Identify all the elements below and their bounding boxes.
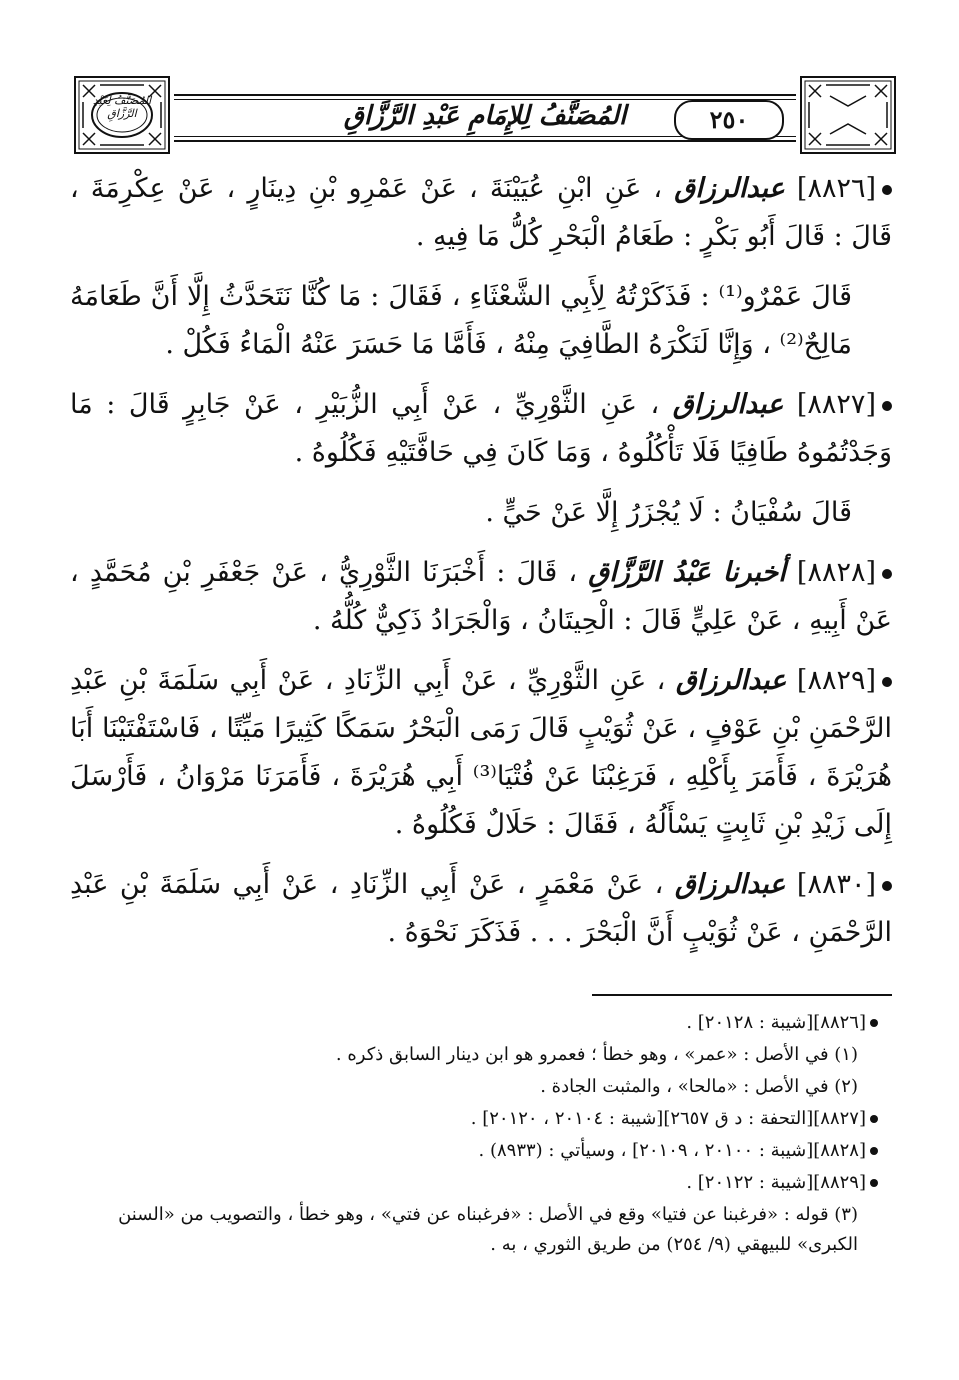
bullet-icon xyxy=(870,1179,878,1187)
footnote-text: [٨٨٢٦][شيبة : ٢٠١٢٨] . xyxy=(686,1012,866,1033)
footnote-8828 xyxy=(70,1136,878,1166)
footnote-text: [٨٨٢٩][شيبة : ٢٠١٢٢] . xyxy=(686,1172,866,1193)
hadith-text: ، قَالَ : أَخْبَرَنَا الثَّوْرِيُّ ، عَنْ جَعْفَرِ بْنِ مُحَمَّدٍ ، عَنْ أَبِيهِ ، عَنْ عَلِيٍّ قَالَ : الْحِيتَانُ ، وَالْجَرَادُ ذَكِيٌّ كُلُّهُ . xyxy=(70,557,892,636)
footnote-divider xyxy=(592,994,892,996)
bullet-icon xyxy=(882,401,892,411)
bullet-icon xyxy=(870,1115,878,1123)
hadith-text: ، عَنِ الثَّوْرِيِّ ، عَنْ أَبِي الزِّنَادِ ، عَنْ أَبِي سَلَمَةَ بْنِ عَبْدِ الرَّحْمَنِ بْنِ عَوْفٍ ، عَنْ ثُوَيْبٍ قَالَ رَمَى الْبَحْرُ سَمَكًا كَثِيرًا مَيِّتًا ، فَاسْتَفْتَيْنَا أَبَا هُرَيْرَةَ ، فَأَمَرَ بِأَكْلِهِ ، فَرَغِبْنَا عَنْ فُتْيَا⁽³⁾ أَبِي هُرَيْرَةَ ، فَأَمَرَنَا مَرْوَانُ ، فَأَرْسَلَ إِلَى زَيْدِ بْنِ ثَابِتٍ يَسْأَلُهُ ، فَقَالَ : حَلَالٌ فَكُلُوهُ . xyxy=(70,665,893,840)
hadith-8826 xyxy=(70,165,892,261)
narrator-name: عبدالرزاق xyxy=(674,173,785,204)
footnote-8829 xyxy=(70,1168,878,1198)
comment-amr: قَالَ عَمْرٌو⁽¹⁾ : فَذَكَرْتُهُ لِأَبِي الشَّعْثَاءِ ، فَقَالَ : مَا كُنَّا نَتَحَدَّثُ إِلَّا أَنَّ طَعَامَهُ مَالِحٌ⁽²⁾ ، وَإِنَّا لَنَكْرَهُ الطَّافِيَ مِنْهُ ، فَأَمَّا مَا حَسَرَ عَنْهُ الْمَاءُ فَكُلْ . xyxy=(70,281,852,360)
hadith-number: [٨٨٢٩] xyxy=(796,665,876,696)
hadith-8830 xyxy=(70,861,892,957)
footnote-2: (٢) في الأصل : «مالحا» ، والمثبت الجادة . xyxy=(540,1076,858,1097)
page-number: ٢٥٠ xyxy=(674,100,784,140)
bullet-icon xyxy=(882,881,892,891)
ornament-right-icon xyxy=(800,76,896,154)
page-header xyxy=(74,76,896,154)
hadith-text: ، عَنْ مَعْمَرٍ ، عَنْ أَبِي الزِّنَادِ ، عَنْ أَبِي سَلَمَةَ بْنِ عَبْدِ الرَّحْمَنِ ، عَنْ ثُوَيْبٍ أَنَّ الْبَحْرَ . . . فَذَكَرَ نَحْوَهُ . xyxy=(70,869,892,948)
bullet-icon xyxy=(882,185,892,195)
bullet-icon xyxy=(882,569,892,579)
hadith-number: [٨٨٢٧] xyxy=(796,389,876,420)
medallion-title: المُصَنَّفُ لِعَبْدِ الرَّزَّاقِ xyxy=(92,94,152,120)
hadith-text: ، عَنِ ابْنِ عُيَيْنَةَ ، عَنْ عَمْرِو بْنِ دِينَارٍ ، عَنْ عِكْرِمَةَ ، قَالَ : قَالَ أَبُو بَكْرٍ : طَعَامُ الْبَحْرِ كُلُّ مَا فِيهِ . xyxy=(70,173,892,252)
bullet-icon xyxy=(882,677,892,687)
hadith-text: ، عَنِ الثَّوْرِيِّ ، عَنْ أَبِي الزُّبَيْرِ ، عَنْ جَابِرٍ قَالَ : مَا وَجَدْتُمُوهُ طَافِيًا فَلَا تَأْكُلُوهُ ، وَمَا كَانَ فِي حَافَّتَيْهِ فَكُلُوهُ . xyxy=(70,389,892,468)
bullet-icon xyxy=(870,1019,878,1027)
footnote-text: [٨٨٢٨][شيبة : ٢٠١٠٠ ، ٢٠١٠٩] ، وسيأتي : (٨٩٣٣) . xyxy=(478,1140,866,1161)
footnote-8826 xyxy=(70,1008,878,1038)
hadith-8827 xyxy=(70,381,892,477)
hadith-8828 xyxy=(70,549,892,645)
footnote-8827 xyxy=(70,1104,878,1134)
narrator-name: عبدالرزاق xyxy=(675,665,787,696)
narrator-name: عبدالرزاق xyxy=(672,389,784,420)
narrator-name: عبدالرزاق xyxy=(674,869,786,900)
footnote-3: (٣) قوله : «فرغبنا عن فتيا» وقع في الأصل : «فرغبناه عن فتي» ، وهو خطأ ، والتصويب من «السنن الكبرى» للبيهقي (٩/ ٢٥٤) من طريق الثوري ، به . xyxy=(118,1204,858,1255)
bullet-icon xyxy=(870,1147,878,1155)
narrator-name: أخبرنا عَبْدُ الرَّزَّاقِ xyxy=(588,557,786,588)
footnote-text: [٨٨٢٧][التحفة : د ق ٢٦٥٧][شيبة : ٢٠١٠٤ ، ٢٠١٢٠] . xyxy=(470,1108,866,1129)
main-text xyxy=(70,165,892,969)
running-title: المُصَنَّفُ لِلإِمَامِ عَبْدِ الرَّزَّاقِ xyxy=(343,101,627,131)
hadith-number: [٨٨٣٠] xyxy=(796,869,876,900)
comment-sufyan: قَالَ سُفْيَانُ : لَا يُجْزَرُ إِلَّا عَنْ حَيٍّ . xyxy=(485,497,852,528)
hadith-number: [٨٨٢٦] xyxy=(796,173,877,204)
hadith-number: [٨٨٢٨] xyxy=(796,557,876,588)
footnote-1: (١) في الأصل : «عمر» ، وهو خطأ ؛ فعمرو هو ابن دينار السابق ذكره . xyxy=(335,1044,858,1065)
footnotes xyxy=(70,1008,878,1262)
hadith-8829 xyxy=(70,657,892,849)
